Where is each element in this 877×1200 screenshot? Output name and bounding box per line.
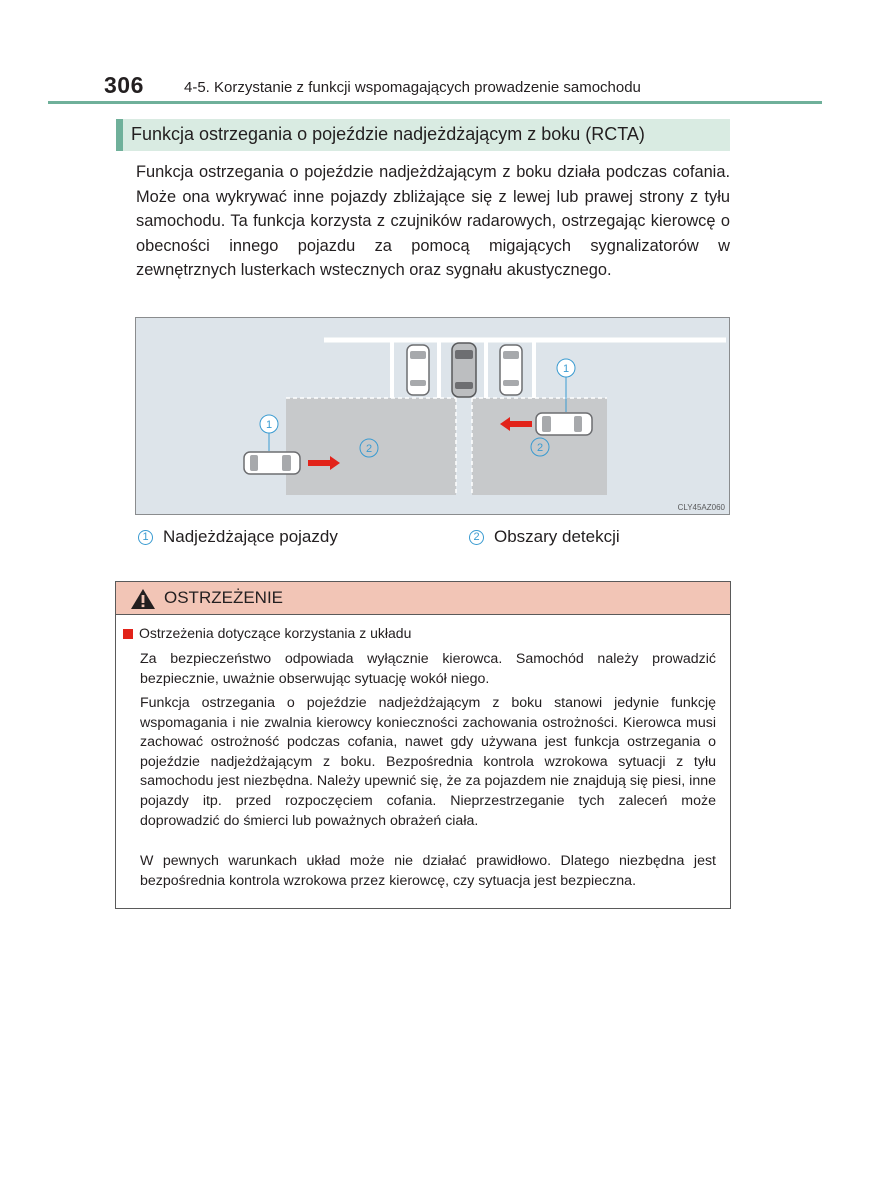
diagram-svg <box>136 318 729 514</box>
warning-box <box>115 581 731 909</box>
heading-accent-bar <box>116 119 123 151</box>
legend-number: 1 <box>138 530 153 545</box>
warning-subheading: Ostrzeżenia dotyczące korzystania z układu <box>139 625 412 641</box>
warning-triangle-icon <box>130 588 156 610</box>
legend-item-2 <box>469 527 620 547</box>
warning-title: OSTRZEŻENIE <box>164 588 284 607</box>
page-number: 306 <box>104 72 144 98</box>
intro-paragraph: Funkcja ostrzegania o pojeździe nadjeżdżającym z boku działa podczas cofania. Może ona wykrywać inne pojazdy zbliżające się z lewej lub prawej strony z tyłu samochodu. Ta funkcja korzysta z czujników radarowych, ostrzegając kierowcę o obecności innego pojazdu za pomocą migających sygnalizatorów w zewnętrznych lusterkach wstecznych oraz sygnału akustycznego. <box>136 163 730 280</box>
legend-number: 2 <box>469 530 484 545</box>
marker-1-label: 1 <box>562 363 570 375</box>
parked-car-icon <box>407 345 429 395</box>
figure-code: CLY45AZ060 <box>677 503 725 512</box>
warning-header <box>116 582 730 615</box>
legend-text: Obszary detekcji <box>494 527 620 546</box>
chapter-title: 4-5. Korzystanie z funkcji wspomagających prowadzenie samochodu <box>184 79 641 96</box>
warning-paragraph: Funkcja ostrzegania o pojeździe nadjeżdżającym z boku stanowi jedynie funkcję wspomagania i nie zwalnia kierowcy konieczności zachowania ostrożności. Kierowca musi zachować ostrożność podczas cofania, nawet gdy używana jest funkcja ostrzegania o pojeździe nadjeżdżającym z boku. Bezpośrednia kontrola wzrokowa sytuacji z tyłu samochodu jest niezbędna. Należy upewnić się, że za pojazdem nie znajdują się piesi, inne pojazdy itp. przed rozpoczęciem cofania. Nieprzestrzeganie tych zaleceń może doprowadzić do śmierci lub poważnych obrażeń ciała. <box>140 695 716 829</box>
parked-car-icon <box>500 345 522 395</box>
marker-2-label: 2 <box>365 443 373 455</box>
marker-2-label: 2 <box>536 442 544 454</box>
marker-1-left <box>260 415 278 451</box>
bullet-square-icon <box>123 629 133 639</box>
section-heading-text: Funkcja ostrzegania o pojeździe nadjeżdżającym z boku (RCTA) <box>131 124 645 144</box>
header-rule <box>48 101 822 104</box>
warning-paragraph: Za bezpieczeństwo odpowiada wyłącznie kierowca. Samochód należy prowadzić bezpiecznie, uważnie obserwując sytuację wokół niego. <box>140 651 716 687</box>
warning-paragraph: W pewnych warunkach układ może nie działać prawidłowo. Dlatego niezbędna jest bezpośrednia kontrola wzrokowa przez kierowcę, czy sytuacja jest bezpieczna. <box>140 853 716 889</box>
approaching-car-right-icon <box>536 413 592 435</box>
marker-1-label: 1 <box>265 419 273 431</box>
section-heading <box>116 119 730 151</box>
legend-item-1 <box>138 527 338 547</box>
legend-text: Nadjeżdżające pojazdy <box>163 527 338 546</box>
rcta-diagram <box>135 317 730 515</box>
approaching-car-left-icon <box>244 452 300 474</box>
own-car-icon <box>452 343 476 397</box>
